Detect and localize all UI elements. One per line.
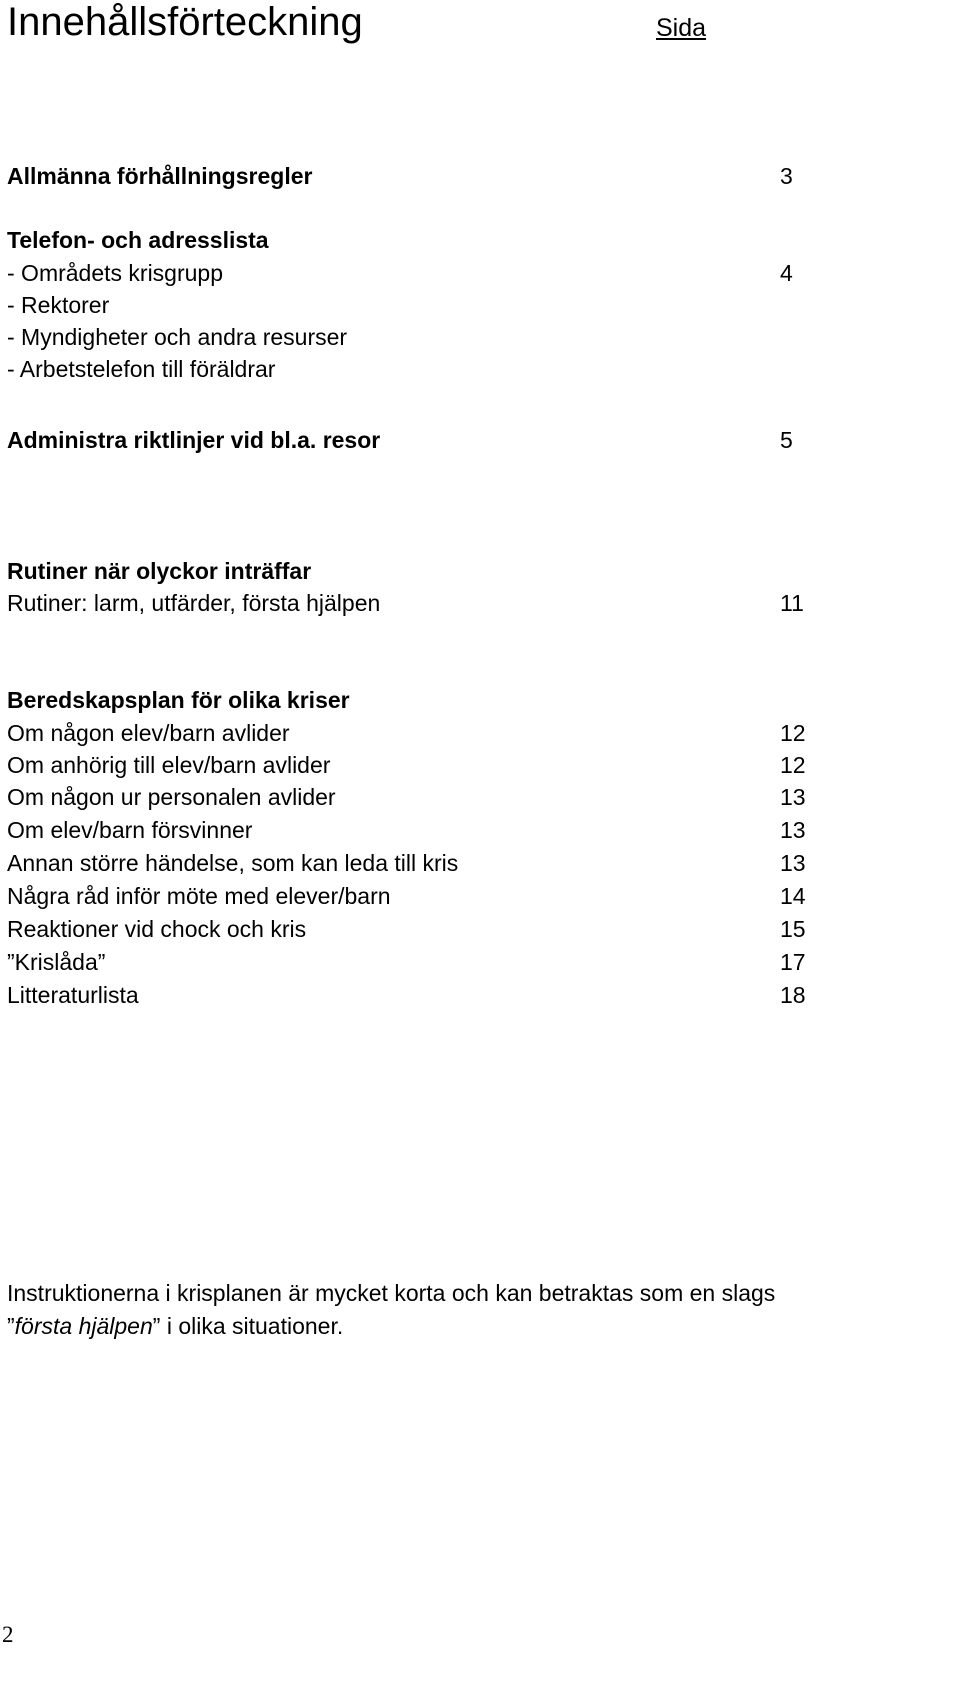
toc-item-page: 13 [780,784,806,810]
footer-emphasis: första hjälpen [14,1313,153,1339]
toc-page-phone-list: 4 [780,260,793,286]
footer-note-line-2 [7,1310,343,1342]
toc-item-page: 12 [780,720,806,746]
toc-item: Reaktioner vid chock och kris [7,916,307,942]
toc-item-page: 14 [780,883,806,909]
toc-item-page: 15 [780,916,806,942]
toc-item: Annan större händelse, som kan leda till kris [7,850,459,876]
toc-item-authorities: - Myndigheter och andra resurser [7,324,348,350]
toc-item-crisis-group: - Områdets krisgrupp [7,260,224,286]
toc-item: Om anhörig till elev/barn avlider [7,752,331,778]
footer-note-line-1: Instruktionerna i krisplanen är mycket korta och kan betraktas som en slags [7,1280,776,1306]
toc-item: Om någon elev/barn avlider [7,720,290,746]
toc-item-principals: - Rektorer [7,292,110,318]
toc-item-page: 18 [780,982,806,1008]
toc-page-accident-routines: 11 [780,590,804,616]
toc-item: ”Krislåda” [7,949,106,975]
toc-item: Litteraturlista [7,982,139,1008]
toc-page-admin-guidelines: 5 [780,427,793,453]
toc-heading-accident-routines: Rutiner när olyckor inträffar [7,558,312,584]
page-number: 2 [2,1622,14,1647]
footer-open-quote: ” [7,1313,15,1339]
toc-item-parent-phones: - Arbetstelefon till föräldrar [7,356,276,382]
page-title: Innehållsförteckning [7,0,363,44]
footer-close-text: ” i olika situationer. [152,1313,344,1339]
toc-item-page: 13 [780,850,806,876]
toc-heading-preparedness-plan: Beredskapsplan för olika kriser [7,687,350,713]
toc-item-alarm-routines: Rutiner: larm, utfärder, första hjälpen [7,590,381,616]
page-column-label: Sida [656,14,707,42]
toc-item-page: 17 [780,949,806,975]
toc-heading-phone-list: Telefon- och adresslista [7,227,269,253]
toc-heading-general-rules: Allmänna förhållningsregler [7,163,313,189]
toc-item-page: 12 [780,752,806,778]
toc-item: Om någon ur personalen avlider [7,784,336,810]
toc-heading-admin-guidelines: Administra riktlinjer vid bl.a. resor [7,427,381,453]
toc-item-page: 13 [780,817,806,843]
toc-item: Om elev/barn försvinner [7,817,253,843]
toc-page-general-rules: 3 [780,163,793,189]
toc-item: Några råd inför möte med elever/barn [7,883,391,909]
